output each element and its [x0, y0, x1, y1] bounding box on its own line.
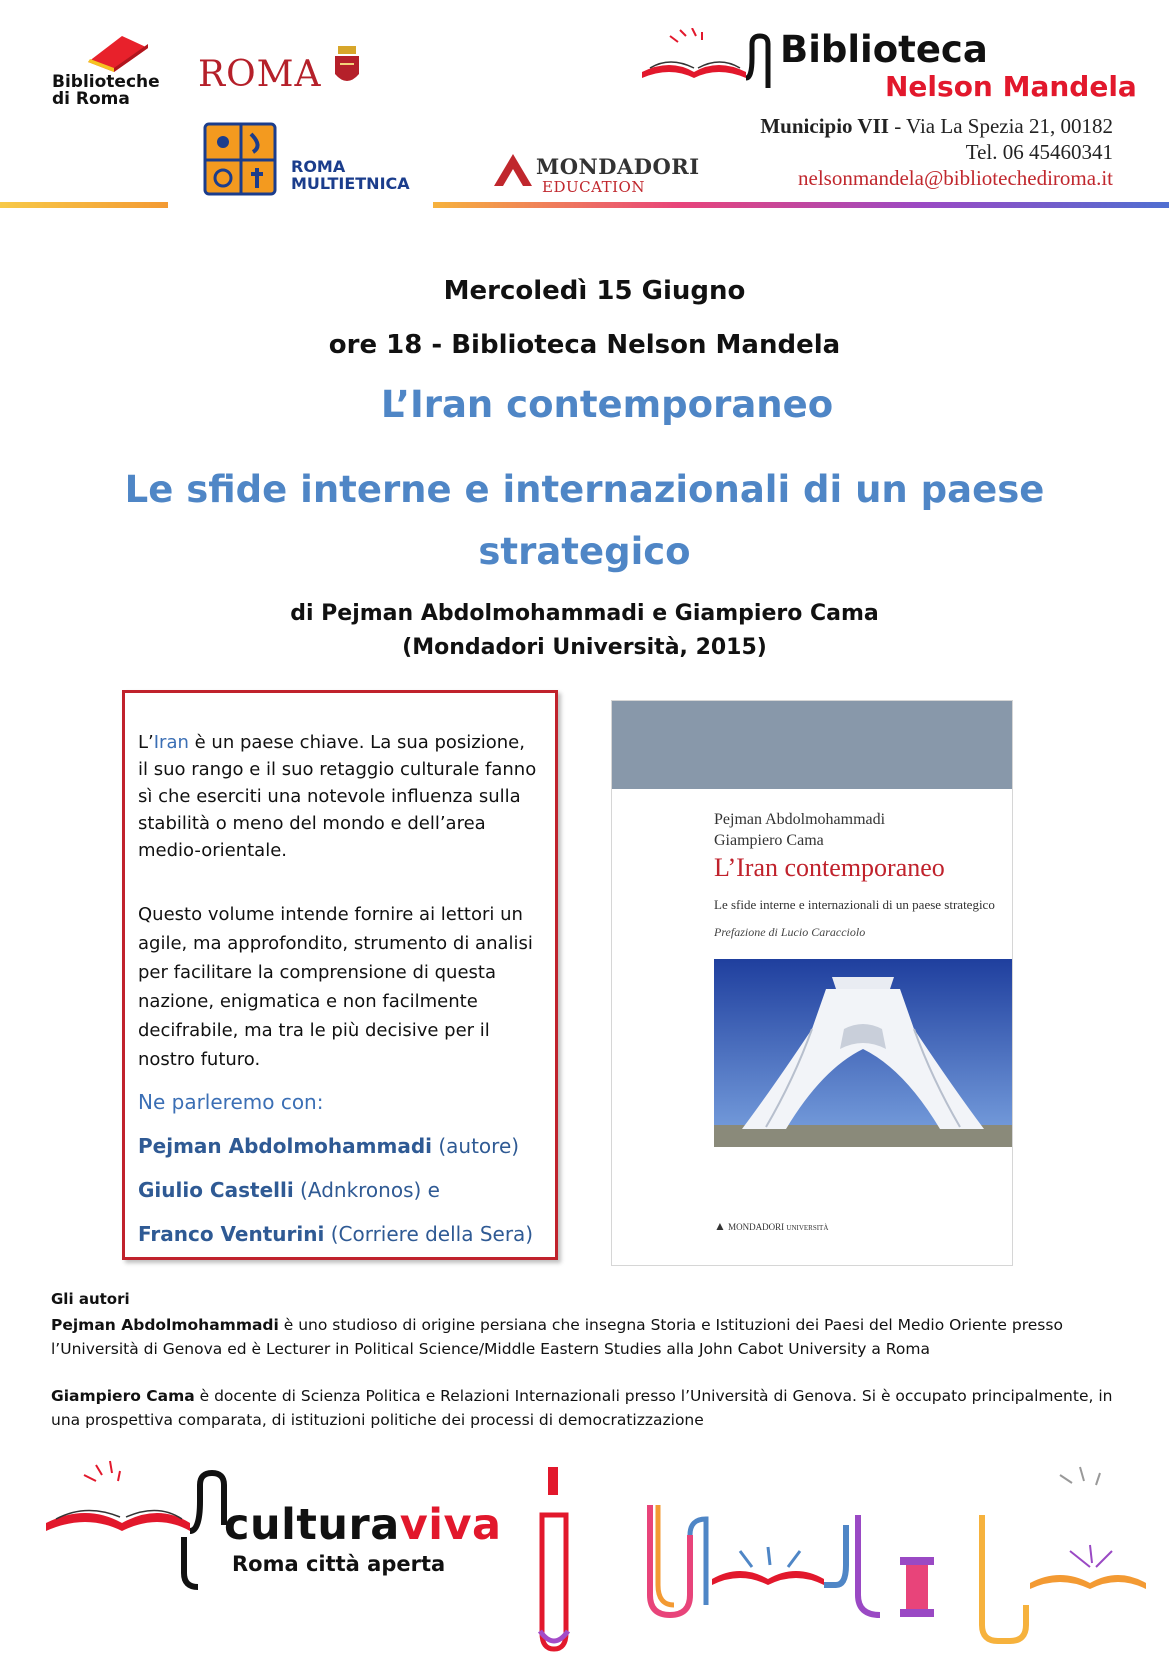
biblioteca-title: Biblioteca — [780, 28, 988, 71]
bio-1-name: Pejman Abdolmohammadi — [51, 1316, 279, 1334]
cover-logo-line-1: MONDADORI — [728, 1222, 785, 1232]
description-paragraph-2: Questo volume intende fornire ai lettori un agile, ma approfondito, strumento di analisi per facilitare la comprensione di questa nazione, enigmatica e non facilmente decifrabile, ma tra le più decisive per il nostro futuro. — [138, 904, 533, 1070]
cover-subtitle: Le sfide interne e internazionali di un paese strategico — [714, 897, 995, 912]
book-icon — [46, 1461, 190, 1531]
phone-number: Tel. 06 45460341 — [965, 140, 1113, 164]
speaker-name: Giulio Castelli — [138, 1178, 294, 1202]
event-subtitle: Le sfide interne e internazionali di un paese strategico — [124, 468, 1045, 573]
author-bio-1 — [51, 1313, 1131, 1361]
cover-logo-line-2: UNIVERSITÀ — [786, 1224, 829, 1232]
culturaviva-footer-art — [0, 1455, 1169, 1653]
speaker-name: Pejman Abdolmohammadi — [138, 1134, 432, 1158]
test-tube-icon — [540, 1467, 568, 1649]
authors-heading: Gli autori — [51, 1290, 130, 1308]
mondadori-text: MONDADORI — [536, 154, 700, 179]
email-link[interactable]: nelsonmandela@bibliotechediroma.it — [798, 166, 1113, 190]
address-line — [760, 113, 1113, 139]
event-time-place: ore 18 - Biblioteca Nelson Mandela — [328, 330, 841, 360]
cover-author-1: Pejman Abdolmohammadi — [714, 811, 886, 828]
cover-authors — [714, 809, 885, 851]
culturaviva-tagline: Roma città aperta — [232, 1552, 446, 1576]
speaker-3 — [138, 1222, 533, 1246]
brand-viva: viva — [399, 1500, 502, 1550]
header-divider-right — [433, 202, 1169, 208]
event-date: Mercoledì 15 Giugno — [443, 276, 746, 306]
speaker-role: (autore) — [431, 1134, 520, 1158]
culturaviva-brand — [224, 1500, 502, 1576]
description-box — [122, 690, 558, 1260]
book-cover — [611, 700, 1013, 1266]
speaker-role: (Adnkronos) e — [293, 1178, 440, 1202]
azadi-tower-photo — [714, 959, 1012, 1147]
cover-publisher-logo: ▲ MONDADORI UNIVERSITÀ — [714, 1219, 829, 1233]
roma-shield-icon — [332, 44, 362, 88]
author-bio-2 — [51, 1384, 1131, 1432]
book-publisher: (Mondadori Università, 2015) — [402, 635, 767, 660]
logo-mondadori-education — [492, 150, 722, 200]
event-title: L’Iran contemporaneo — [380, 383, 834, 426]
education-text: EDUCATION — [542, 178, 645, 196]
bio-2-name: Giampiero Cama — [51, 1387, 195, 1405]
book-authors: di Pejman Abdolmohammadi e Giampiero Cama — [290, 601, 879, 626]
book-icon — [82, 32, 152, 74]
p1-highlight: Iran — [153, 732, 189, 753]
open-book-icon — [640, 28, 780, 88]
address-street: - Via La Spezia 21, 00182 — [888, 114, 1113, 138]
speaker-name: Franco Venturini — [138, 1222, 325, 1246]
description-paragraph-1 — [138, 729, 538, 864]
library-address — [760, 113, 1113, 191]
speaker-2 — [138, 1178, 440, 1202]
cover-preface: Prefazione di Lucio Caracciolo — [714, 925, 866, 939]
column-icon — [900, 1557, 934, 1617]
books-icon — [1030, 1467, 1146, 1589]
logo-roma: ROMA — [198, 54, 322, 95]
cover-author-2: Giampiero Cama — [714, 832, 824, 849]
cover-title: L’Iran contemporaneo — [714, 853, 945, 882]
bio-1-text: è uno studioso di origine persiana che insegna Storia e Istituzioni dei Paesi del Medio Oriente presso l’Università di Genova ed è Lecturer in Political Science/Middle Eastern Studies alla John Cabot University a Roma — [51, 1316, 1063, 1358]
logo-biblioteca-nelson-mandela — [640, 22, 1140, 102]
logo-biblioteche-di-roma — [52, 32, 172, 122]
logo-roma-multietnica — [203, 120, 410, 200]
logo-biblioteche-text: Biblioteche di Roma — [52, 72, 160, 109]
p1-prefix: L’ — [138, 732, 154, 753]
book-authors-block — [0, 597, 1169, 665]
mondadori-mark-icon — [492, 152, 534, 188]
biblioteca-name: Nelson Mandela — [885, 70, 1137, 103]
address-municipio: Municipio VII — [760, 114, 889, 138]
roma-multietnica-icon — [203, 120, 281, 198]
logo-roma-multietnica-text: ROMA MULTIETNICA — [291, 157, 410, 193]
speaker-role: (Corriere della Sera) — [324, 1222, 534, 1246]
bio-2-text: è docente di Scienza Politica e Relazioni Internazionali presso l’Università di Genova. Si è occupato principalmente, in una prospettiva comparata, di istituzioni politiche dei processi di democratizzazione — [51, 1387, 1113, 1429]
header-divider-left — [0, 202, 168, 208]
brand-cultura: cultura — [224, 1500, 400, 1550]
cover-top-band — [612, 701, 1012, 789]
p1-text: è un paese chiave. La sua posizione, il suo rango e il suo retaggio culturale fanno sì che eserciti una notevole influenza sulla stabilità o meno del mondo e dell’area medio-orientale. — [138, 732, 537, 861]
open-book-icon — [712, 1547, 824, 1585]
speaker-1 — [138, 1134, 519, 1158]
culturaviva-wordmark — [224, 1500, 502, 1550]
speakers-intro: Ne parleremo con: — [138, 1090, 324, 1114]
